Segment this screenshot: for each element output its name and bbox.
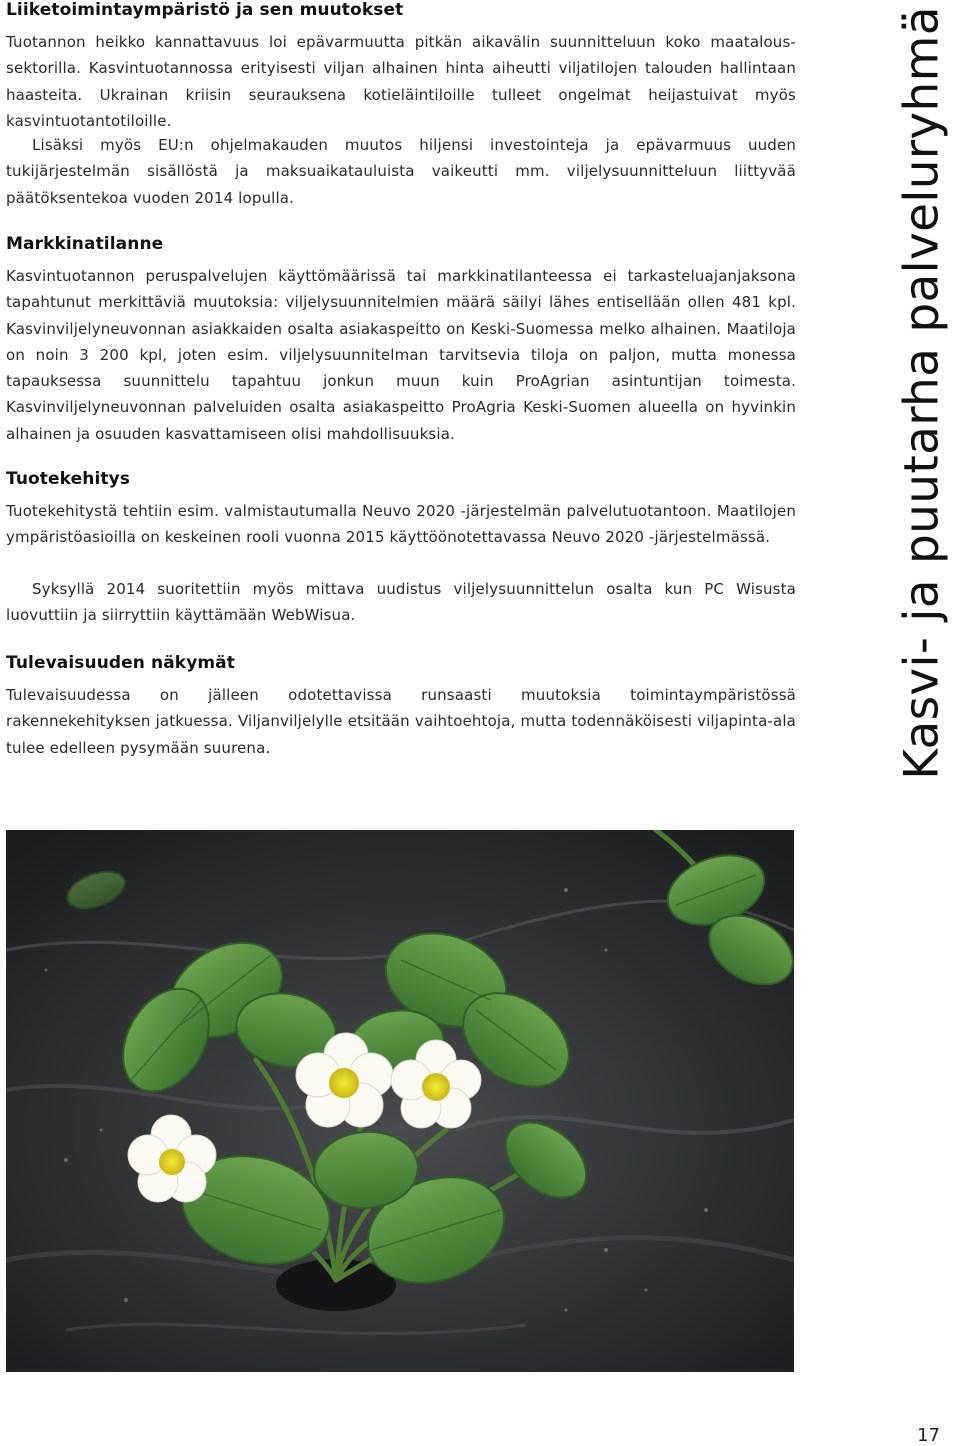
strawberry-illustration — [6, 830, 794, 1372]
paragraph: Lisäksi myös EU:n ohjelmakauden muutos hiljensi investointeja ja epävarmuus uuden tukijärjestelmän sisällöstä ja maksuaikatauluista vaikeutti mm. viljelysuunnitteluun liittyvää päätöksentekoa vuoden 2014 lopulla. — [6, 136, 796, 207]
paragraph: Tuotekehitystä tehtiin esim. valmistautumalla Neuvo 2020 -järjestelmän palvelutuotantoon. Maatilojen ympäristöasioilla on keskeinen rooli vuonna 2015 käyttöönotettavassa Neuvo 2020 -järjestelmässä. — [6, 502, 796, 547]
heading-tuotekehitys: Tuotekehitys — [6, 469, 131, 489]
paragraph: Kasvintuotannon peruspalvelujen käyttömäärissä tai markkinatilanteessa ei tarkasteluajanjaksona tapahtunut merkittäviä muutoksia: viljelysuunnitelmien määrä säilyi lähes entisellään ollen 481 kpl. Kasvinviljelyneuvonnan asiakkaiden osalta asiakaspeitto on Keski-Suomessa melko alhainen. Maatiloja on noin 3 200 kpl, joten esim. viljelysuunnitelman tarvitsevia tiloja on paljon, mutta monessa tapauksessa suunnittelu tapahtuu jonkun muun kuin ProAgrian asintuntijan toimesta. Kasvinviljelyneuvonnan palveluiden osalta asiakaspeitto ProAgria Keski-Suomen alueella on hyvinkin alhainen ja osuuden kasvattamiseen olisi mahdollisuuksia. — [6, 267, 796, 443]
paragraph: Tuotannon heikko kannattavuus loi epävarmuutta pitkän aikavälin suunnitteluun koko maatalous-sektorilla. Kasvintuotannossa erityisesti viljan alhainen hinta aiheutti viljatilojen talouden hallintaan haasteita. Ukrainan kriisin seurauksena kotieläintiloille tulleet ongelmat heijastuivat myös kasvintuotantotiloille. — [6, 33, 796, 130]
side-band — [885, 0, 960, 790]
heading-markkinatilanne: Markkinatilanne — [6, 234, 164, 254]
paragraph: Syksyllä 2014 suoritettiin myös mittava uudistus viljelysuunnittelun osalta kun PC Wisusta luovuttiin ja siirryttiin käyttämään WebWisua. — [6, 580, 796, 625]
page-number: 17 — [917, 1425, 940, 1446]
strawberry-plant-photo — [6, 830, 794, 1372]
side-title: Kasvi- ja puutarha palveluryhmä — [894, 6, 950, 780]
paragraph: Tulevaisuudessa on jälleen odotettavissa runsaasti muutoksia toimintaympäristössä rakennekehityksen jatkuessa. Viljanviljelylle etsitään vaihtoehtoja, mutta todennäköisesti viljapinta-ala tulee edelleen pysymään suurena. — [6, 686, 796, 757]
heading-liiketoimintaymparisto: Liiketoimintaympäristö ja sen muutokset — [6, 0, 404, 20]
heading-tulevaisuuden-nakymat: Tulevaisuuden näkymät — [6, 653, 235, 673]
